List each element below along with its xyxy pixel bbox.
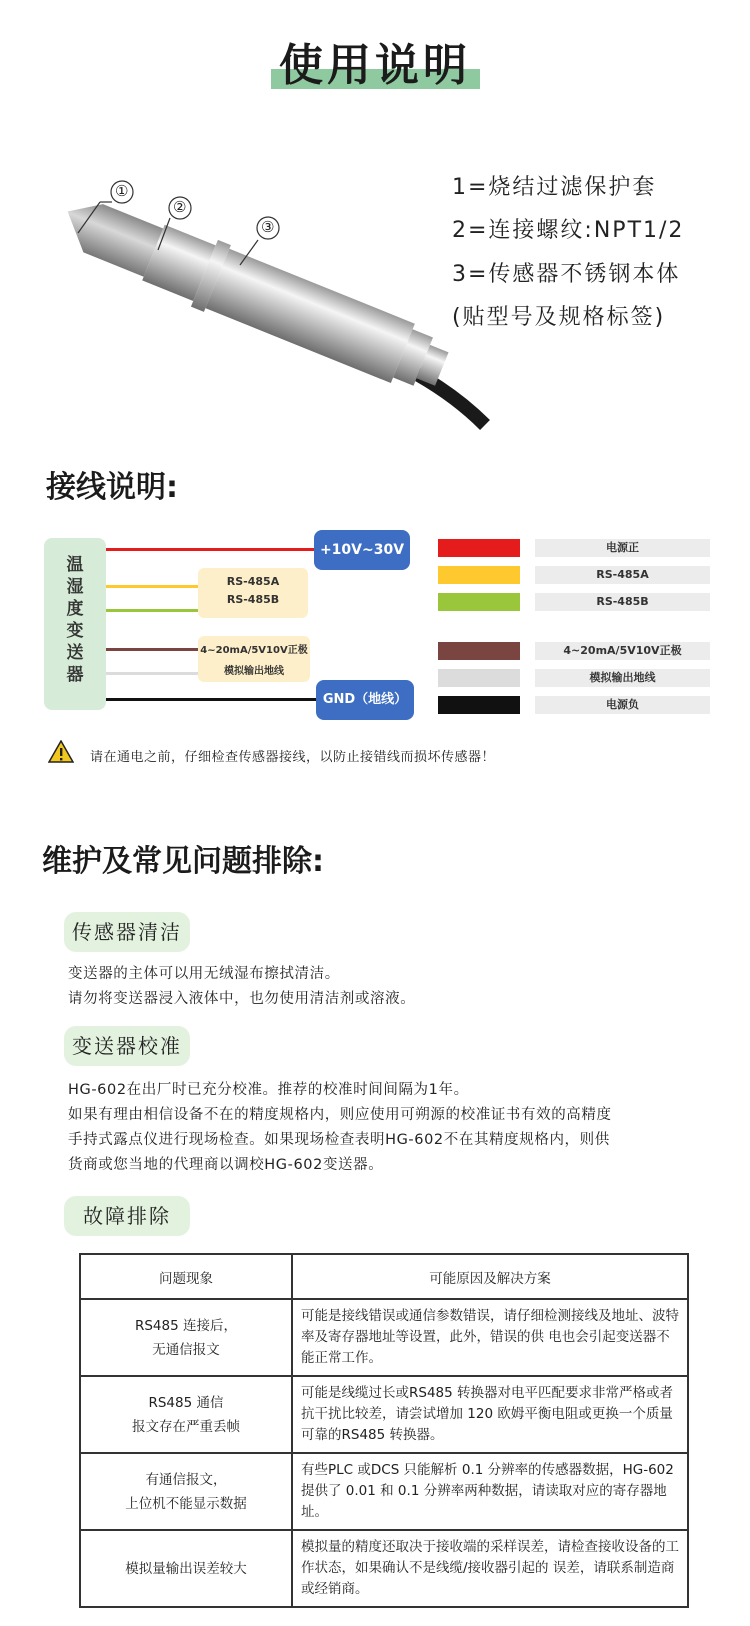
swatch-yellow [438, 566, 520, 584]
problem-text: 报文存在严重丢帧 [132, 1418, 240, 1435]
problem-text: 模拟量输出误差较大 [125, 1560, 247, 1577]
callout-1: ① [115, 182, 129, 200]
sensor-char: 变 [66, 621, 84, 641]
problem-cell [80, 1299, 292, 1376]
table-header: 问题现象 [80, 1254, 292, 1299]
table-row [80, 1376, 688, 1453]
swatch-black [438, 696, 520, 714]
warning-text: 请在通电之前，仔细检查传感器接线，以防止接错线而损坏传感器！ [90, 750, 496, 765]
legend-line-2: 2=连接螺纹:NPT1/2 [452, 218, 685, 243]
analog-gnd-label: 模拟输出地线 [224, 666, 284, 677]
sensor-body [205, 249, 414, 383]
problem-cell [80, 1453, 292, 1530]
analog-label-box [198, 636, 310, 682]
legend-line-3: 3=传感器不锈钢本体 [452, 262, 681, 287]
troubleshoot-title: 故障排除 [64, 1196, 190, 1236]
swatch-label: 模拟输出地线 [535, 669, 710, 687]
cleaning-title: 传感器清洁 [64, 912, 190, 952]
problem-text: 上位机不能显示数据 [125, 1495, 247, 1512]
solution-cell: 可能是接线错误或通信参数错误，请仔细检测接线及地址、波特率及寄存器地址等设置，此外，错误的供 电也会引起变送器不能正常工作。 [292, 1299, 688, 1376]
wire-green [106, 609, 198, 612]
swatch-label: 4~20mA/5V10V正极 [535, 642, 710, 660]
wire-black [106, 698, 316, 701]
sensor-char: 器 [66, 665, 84, 685]
solution-cell: 模拟量的精度还取决于接收端的采样误差，请检查接收设备的工作状态，如果确认不是线缆/接收器引起的 误差，请联系制造商或经销商。 [292, 1530, 688, 1607]
calibration-line-3: 手持式露点仪进行现场检查。如果现场检查表明HG-602不在其精度规格内，则供 [68, 1132, 610, 1148]
calibration-line-1: HG-602在出厂时已充分校准。推荐的校准时间间隔为1年。 [68, 1082, 469, 1098]
legend-line-1: 1=烧结过滤保护套 [452, 175, 657, 200]
callout-2: ② [173, 198, 187, 216]
swatch-red [438, 539, 520, 557]
callout-3: ③ [261, 218, 275, 236]
wire-brown [106, 648, 198, 651]
swatch-white [438, 669, 520, 687]
solution-cell: 可能是线缆过长或RS485 转换器对电平匹配要求非常严格或者抗干扰比较差，请尝试增加 120 欧姆平衡电阻或更换一个质量可靠的RS485 转换器。 [292, 1376, 688, 1453]
table-row [80, 1453, 688, 1530]
sensor-char: 送 [66, 643, 84, 663]
swatch-brown [438, 642, 520, 660]
calibration-line-4: 货商或您当地的代理商以调校HG-602变送器。 [68, 1157, 384, 1173]
rs485b-label: RS-485B [226, 593, 280, 606]
filter-sleeve [56, 193, 164, 277]
problem-text: RS485 连接后， [134, 1317, 237, 1334]
solution-cell: 有些PLC 或DCS 只能解析 0.1 分辨率的传感器数据，HG-602 提供了 0.01 和 0.1 分辨率两种数据，请读取对应的寄存器地址。 [292, 1453, 688, 1530]
legend-line-4: (贴型号及规格标签) [452, 305, 666, 330]
warning-icon [48, 740, 74, 763]
gnd-label: GND（地线） [316, 680, 414, 720]
wiring-title: 接线说明: [46, 470, 178, 505]
table-header: 可能原因及解决方案 [292, 1254, 688, 1299]
table-row [80, 1530, 688, 1607]
sensor-char: 湿 [66, 577, 84, 597]
cleaning-line-2: 请勿将变送器浸入液体中，也勿使用清洁剂或溶液。 [68, 991, 416, 1007]
sensor-char: 温 [66, 555, 84, 575]
wire-red [106, 548, 314, 551]
rs485a-label: RS-485A [226, 575, 280, 588]
power-label: +10V~30V [314, 530, 410, 570]
wire-yellow [106, 585, 198, 588]
wire-white [106, 672, 198, 675]
swatch-label: 电源正 [535, 539, 710, 557]
swatch-label: RS-485A [535, 566, 710, 584]
sensor-product-image [30, 170, 520, 430]
sensor-char: 度 [66, 599, 84, 619]
cleaning-line-1: 变送器的主体可以用无绒湿布擦拭清洁。 [68, 966, 340, 982]
calibration-title: 变送器校准 [64, 1026, 190, 1066]
analog-pos-label: 4~20mA/5V10V正极 [200, 645, 308, 656]
rs485-label-box [198, 568, 308, 618]
problem-text: RS485 通信 [148, 1394, 224, 1411]
swatch-label: 电源负 [535, 696, 710, 714]
page-title: 使用说明 [279, 40, 471, 91]
problem-text: 无通信报文 [152, 1341, 220, 1358]
calibration-line-2: 如果有理由相信设备不在的精度规格内，则应使用可朔源的校准证书有效的高精度 [68, 1107, 612, 1123]
table-row [80, 1299, 688, 1376]
troubleshoot-table [79, 1253, 689, 1608]
swatch-green [438, 593, 520, 611]
problem-cell [80, 1376, 292, 1453]
maintenance-title: 维护及常见问题排除: [42, 844, 324, 879]
problem-text: 有通信报文， [145, 1471, 227, 1488]
sensor-label-box [44, 538, 106, 710]
problem-cell [80, 1530, 292, 1607]
swatch-label: RS-485B [535, 593, 710, 611]
